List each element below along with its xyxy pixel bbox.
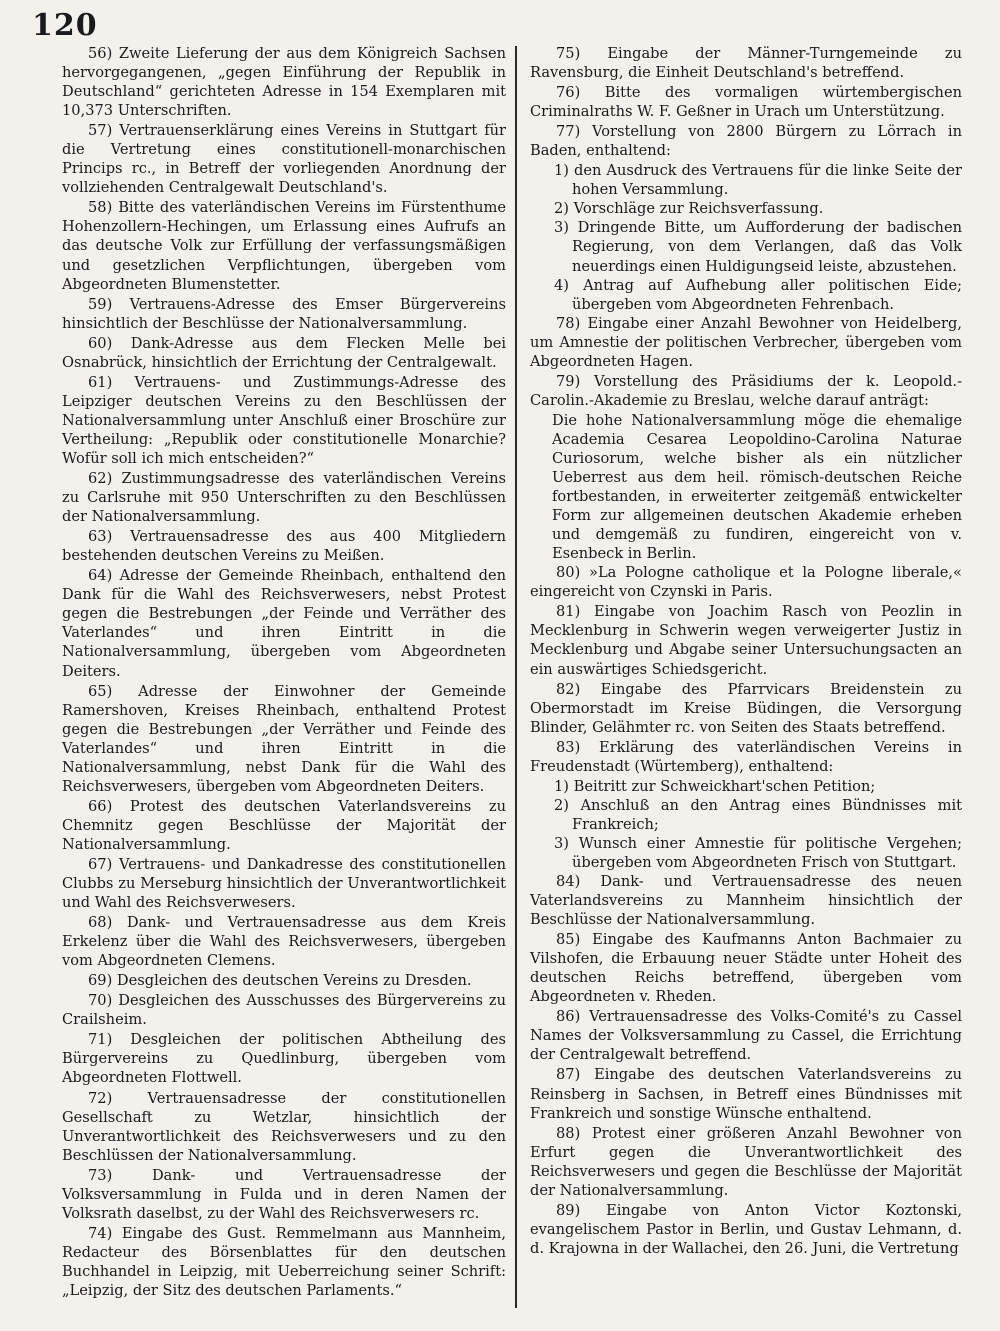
entry-74: 74) Eingabe des Gust. Remmelmann aus Mannheim, Redacteur des Börsenblattes für den deutschen Buchhandel in Leipzig, mit Ueberreichung seiner Schrift: „Leipzig, der Sitz des deutschen Parlaments.“ (62, 1224, 506, 1299)
entry-59: 59) Vertrauens-Adresse des Emser Bürgervereins hinsichtlich der Beschlüsse der Nationalversammlung. (62, 295, 506, 332)
entry-79: 79) Vorstellung des Präsidiums der k. Leopold.-Carolin.-Akademie zu Breslau, welche darauf anträgt: (530, 372, 962, 409)
entry-79-quote: Die hohe Nationalversammlung möge die ehemalige Academia Cesarea Leopoldino-Carolina Naturae Curiosorum, welche bisher als ein nützlicher Ueberrest aus dem heil. römisch-deutschen Reiche fortbestanden, in erweiterter zeitgemäß entwickelter Form zur allgemeinen deutschen Akademie erheben und demgemäß zu fundiren, eingereicht von v. Esenbeck in Berlin. (552, 411, 962, 563)
entry-75: 75) Eingabe der Männer-Turngemeinde zu Ravensburg, die Einheit Deutschland's betreffend. (530, 45, 962, 82)
entry-88: 88) Protest einer größeren Anzahl Bewohner von Erfurt gegen die Unverantwortlichkeit des Reichsverwesers und gegen die Beschlüsse der Majorität der Nationalversammlung. (530, 1124, 962, 1199)
entry-71: 71) Desgleichen der politischen Abtheilung des Bürgervereins zu Quedlinburg, übergeben vom Abgeordneten Flottwell. (62, 1031, 506, 1087)
entry-77-item-4: 4) Antrag auf Aufhebung aller politischen Eide; übergeben vom Abgeordneten Fehrenbach. (554, 276, 962, 313)
entry-57: 57) Vertrauenserklärung eines Vereins in Stuttgart für die Vertretung eines constitutionell-monarchischen Princips rc., in Betreff der vorliegenden Anordnung der vollziehenden Centralgewalt Deutschland's. (62, 122, 506, 197)
entry-62: 62) Zustimmungsadresse des vaterländischen Vereins zu Carlsruhe mit 950 Unterschriften zu den Beschlüssen der Nationalversammlung. (62, 470, 506, 526)
entry-84: 84) Dank- und Vertrauensadresse des neuen Vaterlandsvereins zu Mannheim hinsichtlich der Beschlüsse der Nationalversammlung. (530, 873, 962, 929)
column-divider (515, 46, 517, 1308)
entry-64: 64) Adresse der Gemeinde Rheinbach, enthaltend den Dank für die Wahl des Reichsverwesers, nebst Protest gegen die Bestrebungen „der Feinde und Verräther des Vaterlandes“ und ihren Eintritt in die Nationalversammlung, übergeben vom Abgeordneten Deiters. (62, 567, 506, 680)
entry-87: 87) Eingabe des deutschen Vaterlandsvereins zu Reinsberg in Sachsen, in Betreff eines Bündnisses mit Frankreich und sonstige Wünsche enthaltend. (530, 1066, 962, 1122)
entry-82: 82) Eingabe des Pfarrvicars Breidenstein zu Obermorstadt im Kreise Büdingen, die Versorgung Blinder, Gelähmter rc. von Seiten des Staats betreffend. (530, 680, 962, 736)
entry-77: 77) Vorstellung von 2800 Bürgern zu Lörrach in Baden, enthaltend: (530, 123, 962, 160)
entry-83-item-3: 3) Wunsch einer Amnestie für politische Vergehen; übergeben vom Abgeordneten Frisch von Stuttgart. (554, 834, 962, 871)
entry-76: 76) Bitte des vormaligen würtembergischen Criminalraths W. F. Geßner in Urach um Unterstützung. (530, 84, 962, 121)
entry-60: 60) Dank-Adresse aus dem Flecken Melle bei Osnabrück, hinsichtlich der Errichtung der Centralgewalt. (62, 334, 506, 371)
entry-61: 61) Vertrauens- und Zustimmungs-Adresse des Leipziger deutschen Vereins zu den Beschlüssen der Nationalversammlung unter Anschluß einer Broschüre zur Vertheilung: „Republik oder constitutionelle Monarchie? Wofür soll ich mich entscheiden?“ (62, 373, 506, 467)
entry-86: 86) Vertrauensadresse des Volks-Comité's zu Cassel Names der Volksversammlung zu Cassel, die Errichtung der Centralgewalt betreffend. (530, 1008, 962, 1064)
entry-77-item-1: 1) den Ausdruck des Vertrauens für die linke Seite der hohen Versammlung. (554, 162, 962, 199)
entry-83: 83) Erklärung des vaterländischen Vereins in Freudenstadt (Würtemberg), enthaltend: (530, 738, 962, 775)
entry-67: 67) Vertrauens- und Dankadresse des constitutionellen Clubbs zu Merseburg hinsichtlich der Unverantwortlichkeit und Wahl des Reichsverwesers. (62, 855, 506, 912)
entry-77-item-2: 2) Vorschläge zur Reichsverfassung. (554, 200, 824, 218)
left-column (62, 44, 506, 1301)
entry-68: 68) Dank- und Vertrauensadresse aus dem Kreis Erkelenz über die Wahl des Reichsverwesers, übergeben vom Abgeordneten Clemens. (62, 914, 506, 970)
entry-89: 89) Eingabe von Anton Victor Koztonski, evangelischem Pastor in Berlin, und Gustav Lehmann, d. d. Krajowna in der Wallachei, den 26. Juni, die Vertretung (530, 1201, 962, 1257)
entry-81: 81) Eingabe von Joachim Rasch von Peozlin in Mecklenburg in Schwerin wegen verweigerter Justiz in Mecklenburg und Abgabe seiner Untersuchungsacten an ein auswärtiges Schiedsgericht. (530, 603, 962, 678)
entry-65: 65) Adresse der Einwohner der Gemeinde Ramershoven, Kreises Rheinbach, enthaltend Protest gegen die Bestrebungen „der Verräther und Feinde des Vaterlandes“ und ihren Eintritt in die Nationalversammlung, nebst Dank für die Wahl des Reichsverwesers, übergeben vom Abgeordneten Deiters. (62, 682, 506, 795)
entry-63: 63) Vertrauensadresse des aus 400 Mitgliedern bestehenden deutschen Vereins zu Meißen. (62, 528, 506, 565)
entry-85: 85) Eingabe des Kaufmanns Anton Bachmaier zu Vilshofen, die Erbauung neuer Städte unter Hoheit des deutschen Reichs betreffend, übergeben vom Abgeordneten v. Rheden. (530, 931, 962, 1006)
entry-77-item-3: 3) Dringende Bitte, um Aufforderung der badischen Regierung, von dem Verlangen, daß das Volk neuerdings einen Huldigungseid leiste, abzustehen. (554, 219, 962, 275)
entry-56: 56) Zweite Lieferung der aus dem Königreich Sachsen hervorgegangenen, „gegen Einführung der Republik in Deutschland“ gerichteten Adresse in 154 Exemplaren mit 10,373 Unterschriften. (62, 45, 506, 120)
entry-58: 58) Bitte des vaterländischen Vereins im Fürstenthume Hohenzollern-Hechingen, um Erlassung eines Aufrufs an das deutsche Volk zur Erfüllung der verfassungsmäßigen und gesetzlichen Verpflichtungen, übergeben vom Abgeordneten Blumenstetter. (62, 199, 506, 293)
entry-69: 69) Desgleichen des deutschen Vereins zu Dresden. (88, 972, 472, 990)
entry-73: 73) Dank- und Vertrauensadresse der Volksversammlung in Fulda und in deren Namen der Volksrath daselbst, zu der Wahl des Reichsverwesers rc. (62, 1166, 506, 1222)
entry-80: 80) »La Pologne catholique et la Pologne liberale,« eingereicht von Czynski in Paris. (530, 564, 962, 601)
entry-83-item-2: 2) Anschluß an den Antrag eines Bündnisses mit Frankreich; (554, 796, 962, 833)
page-number: 120 (32, 8, 98, 43)
entry-78: 78) Eingabe einer Anzahl Bewohner von Heidelberg, um Amnestie der politischen Verbrecher, übergeben vom Abgeordneten Hagen. (530, 314, 962, 370)
entry-83-item-1: 1) Beitritt zur Schweickhart'schen Petition; (554, 777, 876, 795)
entry-70: 70) Desgleichen des Ausschusses des Bürgervereins zu Crailsheim. (62, 992, 506, 1029)
entry-72: 72) Vertrauensadresse der constitutionellen Gesellschaft zu Wetzlar, hinsichtlich der Unverantwortlichkeit des Reichsverwesers und zu den Beschlüssen der Nationalversammlung. (62, 1089, 506, 1164)
right-column (530, 44, 962, 1259)
entry-66: 66) Protest des deutschen Vaterlandsvereins zu Chemnitz gegen Beschlüsse der Majorität der Nationalversammlung. (62, 797, 506, 853)
